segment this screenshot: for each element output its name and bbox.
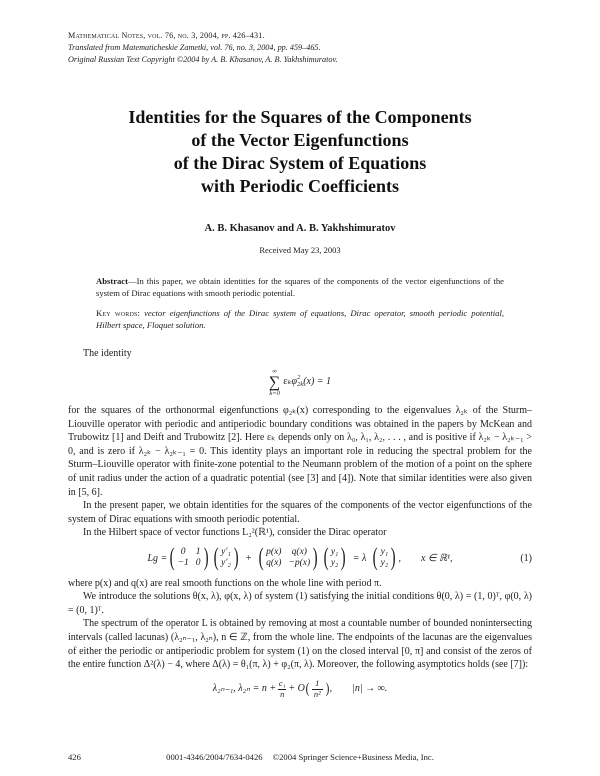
fraction-denominator: n [280, 688, 285, 699]
matrix-entry: q(x) [291, 546, 307, 557]
abstract-label: Abstract [96, 275, 128, 286]
math-superscript: 2 [297, 374, 301, 382]
matrix-entry: q(x) [266, 558, 282, 569]
translation-note: Translated from Matematicheskie Zametki, vol. 76, no. 3, 2004, pp. 459–465. [68, 42, 321, 52]
vector-derivatives [212, 544, 240, 572]
matrix-potential [257, 544, 320, 572]
equation-number: (1) [520, 552, 532, 564]
page-footer [68, 752, 532, 762]
matrix-entry: 0 [180, 546, 186, 557]
right-paren-icon: ) [390, 544, 396, 572]
matrix-entry: 0 [195, 558, 201, 569]
title-line: of the Vector Eigenfunctions [191, 129, 409, 150]
issn-code: 0001-4346/2004/7634-0426 [166, 752, 263, 762]
keywords-text: vector eigenfunctions of the Dirac system of equations, Dirac operator, smooth periodic potential, Hilbert space, Floquet solution. [96, 307, 504, 330]
math-term: Lg = [147, 552, 168, 564]
matrix-entry: −1 [177, 558, 189, 569]
equation-sum-identity [68, 368, 532, 397]
matrix-entry: −p(x) [288, 558, 311, 569]
received-date: Received May 23, 2003 [259, 244, 341, 255]
left-paren-icon: ( [323, 544, 329, 572]
math-term: , [398, 552, 401, 564]
left-paren-icon: ( [305, 680, 310, 697]
paragraph: We introduce the solutions θ(x, λ), φ(x, λ) of system (1) satisfying the initial conditions θ(0, λ) = (1, 0)ᵀ, φ(0, λ) = (0, 1)ᵀ. [68, 591, 532, 616]
page-number: 426 [68, 752, 81, 762]
matrix-entry: 1 [195, 546, 201, 557]
math-subscript: 2k [297, 381, 304, 389]
paragraph: where p(x) and q(x) are real smooth functions on the whole line with period π. [68, 577, 382, 589]
vector-y [322, 544, 348, 572]
vector-entry: y₁ [380, 546, 389, 557]
journal-header [68, 30, 532, 66]
vector-entry: y₂ [330, 558, 339, 569]
keywords-label: Key words: [96, 307, 141, 318]
matrix-entries [265, 547, 311, 570]
fraction [312, 679, 323, 700]
math-operator: = λ [352, 552, 367, 564]
fraction-numerator: 1 [315, 677, 320, 688]
vector-entry: y′₁ [221, 546, 231, 557]
right-paren-icon: ) [233, 544, 239, 572]
equation-condition: x ∈ ℝ¹, [420, 552, 453, 564]
keywords-block [96, 307, 504, 331]
vector-entries [380, 547, 390, 570]
right-paren-icon: ) [341, 544, 347, 572]
right-paren-icon: ) [325, 680, 329, 697]
math-term: (x) = 1 [303, 376, 332, 388]
right-paren-icon: ) [203, 544, 209, 572]
left-paren-icon: ( [372, 544, 378, 572]
summation-symbol [269, 368, 280, 397]
copyright-note: Original Russian Text Copyright ©2004 by A. B. Khasanov, A. B. Yakhshimuratov. [68, 54, 338, 64]
journal-citation: Mathematical Notes, vol. 76, no. 3, 2004, pp. 426–431. [68, 31, 265, 40]
vector-entry: y₂ [380, 558, 389, 569]
title-line: of the Dirac System of Equations [173, 152, 427, 173]
math-term: , [329, 683, 333, 695]
vector-entry: y′₂ [221, 558, 231, 569]
vector-entry: y₁ [330, 546, 339, 557]
matrix-coefficients [168, 544, 210, 572]
paragraph: for the squares of the orthonormal eigenfunctions φ₂ₖ(x) corresponding to the eigenvalues λ₂ₖ of the Sturm–Liouville operator with periodic and antiperiodic boundary conditions was obtained in the papers by McKean and Trubowitz [1] and Deift and Trubowitz [2]. Here εₖ depends only on λ₀, λ₁, λ₂, . . . , and is positive if λ₂ₖ − λ₂ₖ₋₁ > 0, and is zero if λ₂ₖ − λ₂ₖ₋₁ = 0. This identity plays an important role in reducing the spectral problem for the Sturm–Liouville operator with finite-zone potential to the Neumann problem of the motion of a point on the sphere of unit radius under the action of a quadratic potential (see [3] and [4]). Note that similar identities were also given in [5, 6]. [68, 404, 532, 498]
title-line: Identities for the Squares of the Components [128, 106, 472, 127]
math-term: + O [288, 683, 305, 695]
fraction [278, 679, 286, 700]
sum-upper-limit: ∞ [272, 367, 277, 375]
math-operator: + [245, 552, 252, 564]
vector-entries [220, 547, 232, 570]
abstract-text: —In this paper, we obtain identities for the squares of the components of the vector eigenfunctions of the system of Dirac equations with smooth periodic potential. [96, 275, 504, 298]
sigma-icon: ∑ [268, 373, 281, 391]
paragraph: In the present paper, we obtain identities for the squares of the components of the vector eigenfunctions of the system of Dirac equations with smooth periodic potential. [68, 500, 532, 525]
equation-condition: |n| → ∞. [352, 683, 388, 695]
paragraph-intro: The identity [83, 347, 132, 359]
math-term: λ₂ₙ₋₁, λ₂ₙ = n + [212, 683, 277, 695]
sum-lower-limit: k=0 [269, 389, 280, 397]
right-paren-icon: ) [312, 544, 318, 572]
matrix-entry: p(x) [266, 546, 282, 557]
fraction-numerator: c₁ [278, 677, 286, 688]
paragraph: The spectrum of the operator L is obtained by removing at most a countable number of bounded nonintersecting intervals (called lacunas) (λ₂ₙ₋₁, λ₂ₙ), n ∈ ℤ, from the whole line. The endpoints of the lacunas are the eigenvalues of either the periodic or antiperiodic problem for system (1) on the closed interval [0, π] and consist of the zeros of the entire function Δ²(λ) − 4, where Δ(λ) = θ₁(π, λ) + φ₂(π, λ). Moreover, the following asymptotics holds (see [7]): [68, 618, 532, 671]
article-body [68, 347, 532, 699]
left-paren-icon: ( [169, 544, 175, 572]
publisher-copyright: ©2004 Springer Science+Business Media, Inc. [272, 752, 434, 762]
equation-1 [68, 544, 532, 572]
math-term: εₖφ [283, 376, 298, 388]
left-paren-icon: ( [258, 544, 264, 572]
matrix-entries [177, 547, 202, 570]
authors-line: A. B. Khasanov and A. B. Yakhshimuratov [204, 222, 396, 234]
left-paren-icon: ( [213, 544, 219, 572]
vector-y-rhs [371, 544, 397, 572]
abstract-block [96, 275, 504, 299]
vector-entries [330, 547, 340, 570]
equation-asymptotics [68, 679, 532, 700]
paragraph: In the Hilbert space of vector functions L₂²(ℝ¹), consider the Dirac operator [83, 527, 387, 539]
title-line: with Periodic Coefficients [201, 175, 399, 196]
paper-title [68, 106, 532, 198]
fraction-denominator: n² [313, 688, 321, 699]
